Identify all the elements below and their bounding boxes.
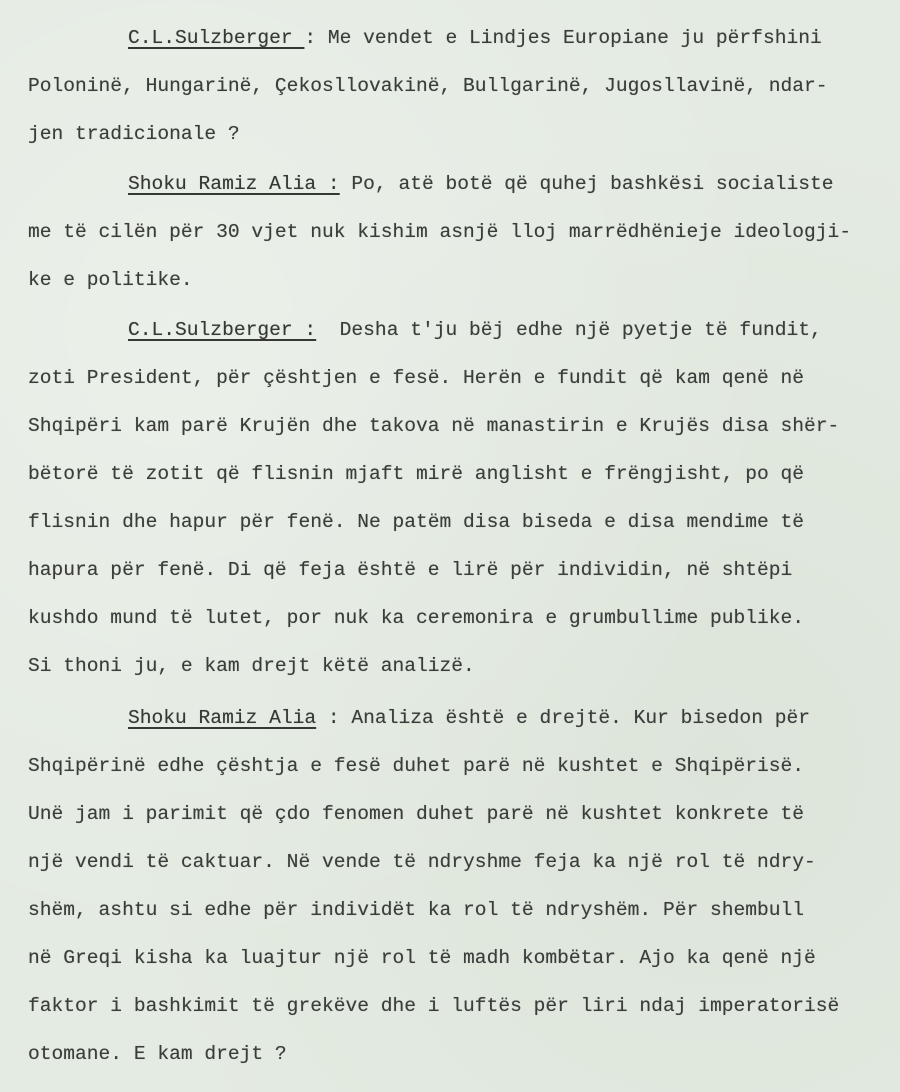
paragraph-3-line-8: Si thoni ju, e kam drejt këtë analizë. bbox=[28, 655, 475, 677]
paragraph-3-line-5: flisnin dhe hapur për fenë. Ne patëm disa biseda e disa mendime të bbox=[28, 511, 805, 533]
paragraph-4-line-6: në Greqi kisha ka luajtur një rol të madh kombëtar. Ajo ka qenë një bbox=[28, 947, 816, 969]
paragraph-3-line-7: kushdo mund të lutet, por nuk ka ceremonira e grumbullime publike. bbox=[28, 607, 805, 629]
paragraph-2-line-2: me të cilën për 30 vjet nuk kishim asnjë lloj marrëdhënieje ideologji- bbox=[28, 221, 852, 243]
speaker-name: Shoku Ramiz Alia bbox=[128, 707, 317, 729]
paragraph-4-line-2: Shqipërinë edhe çështja e fesë duhet parë në kushtet e Shqipërisë. bbox=[28, 755, 805, 777]
paragraph-text: : Analiza është e drejtë. Kur bisedon për bbox=[316, 707, 810, 729]
paragraph-text: : Me vendet e Lindjes Europiane ju përfshini bbox=[304, 27, 822, 49]
paragraph-1-line-1 bbox=[128, 26, 822, 50]
paragraph-text: Desha t'ju bëj edhe një pyetje të fundit, bbox=[316, 319, 822, 341]
paragraph-3-line-4: bëtorë të zotit që flisnin mjaft mirë anglisht e frëngjisht, po që bbox=[28, 463, 805, 485]
paragraph-4-line-1 bbox=[128, 706, 810, 730]
paragraph-4-line-5: shëm, ashtu si edhe për individët ka rol të ndryshëm. Për shembull bbox=[28, 899, 805, 921]
paragraph-2-line-1 bbox=[128, 172, 834, 196]
paragraph-4-line-7: faktor i bashkimit të grekëve dhe i luftës për liri ndaj imperatorisë bbox=[28, 995, 840, 1017]
paragraph-1-line-2: Poloninë, Hungarinë, Çekosllovakinë, Bullgarinë, Jugosllavinë, ndar- bbox=[28, 75, 828, 97]
paragraph-text: Po, atë botë që quhej bashkësi socialiste bbox=[339, 173, 834, 195]
paragraph-4-line-3: Unë jam i parimit që çdo fenomen duhet parë në kushtet konkrete të bbox=[28, 803, 805, 825]
paragraph-3-line-6: hapura për fenë. Di që feja është e lirë për individin, në shtëpi bbox=[28, 559, 793, 581]
speaker-name: C.L.Sulzberger bbox=[128, 27, 305, 49]
paragraph-3-line-1 bbox=[128, 318, 822, 342]
speaker-name: Shoku Ramiz Alia : bbox=[128, 173, 340, 195]
paragraph-4-line-8: otomane. E kam drejt ? bbox=[28, 1043, 287, 1065]
paragraph-4-line-4: një vendi të caktuar. Në vende të ndryshme feja ka një rol të ndry- bbox=[28, 851, 816, 873]
paragraph-3-line-3: Shqipëri kam parë Krujën dhe takova në manastirin e Krujës disa shër- bbox=[28, 415, 840, 437]
paragraph-1-line-3: jen tradicionale ? bbox=[28, 123, 240, 145]
speaker-name: C.L.Sulzberger : bbox=[128, 319, 317, 341]
paragraph-3-line-2: zoti President, për çështjen e fesë. Herën e fundit që kam qenë në bbox=[28, 367, 805, 389]
paragraph-2-line-3: ke e politike. bbox=[28, 269, 193, 291]
